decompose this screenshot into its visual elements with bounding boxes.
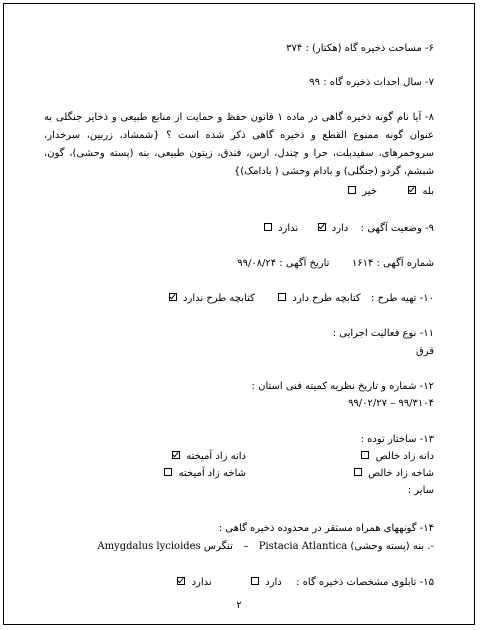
plan-none-label: کتابچه طرح ندارد (183, 293, 255, 304)
species-1-en: Pistacia Atlantica (258, 541, 348, 552)
stand-opt-2 (169, 450, 246, 464)
no-label: خیر (362, 186, 377, 197)
sign-none-label: ندارد (191, 577, 212, 588)
item-14-label: ۱۴- گونههای همراه مستقر در محدوده ذخیره گاهی : (218, 523, 434, 534)
species-1-fa: -. بنه (پسته وحشی) (350, 541, 434, 552)
plan-has-label: کتابچه طرح دارد (292, 293, 361, 304)
no-ad-label: ندارد (278, 223, 299, 234)
item-6-area: ۶- مساحت ذخیره گاه (هکتار) : ۳۷۴ (286, 43, 434, 54)
species-2-fa: تنگرس (203, 541, 233, 552)
sign-has-label: دارد (265, 577, 282, 588)
yes-checkbox[interactable] (408, 186, 416, 194)
no-checkbox[interactable] (348, 186, 356, 194)
item-15-sign (44, 576, 434, 590)
no-ad-checkbox[interactable] (264, 223, 272, 231)
item-9-label: ۹- وضعیت آگهی : (360, 223, 434, 234)
item-9-ad-status (44, 222, 434, 236)
stand-opt-2-label: دانه زاد آمیخته (186, 451, 246, 462)
item-8-question: ۸- آیا نام گونه ذخیره گاهی در ماده ۱ قانون حفظ و حمایت از منابع طبیعی و ذخایر جنگلی به عنوان گونه ممنوع القطع و ذخیره گاهی ذکر شده است ؟ {شمشاد، زربین، سرخدار، سروخمرهای، سفیدپلت، حرا و چندل، ارس، فندق، زیتون طبیعی، بنه (پسته وحشی)، گون، شبشم، گردو (جنگلی) و بادام وحشی ( بادامک)} (44, 112, 434, 177)
plan-has-checkbox[interactable] (278, 293, 286, 301)
plan-none-checkbox[interactable] (169, 293, 177, 301)
stand-opt-3 (351, 467, 434, 481)
ad-date: تاریخ آگهی : ۹۹/۰۸/۲۴ (237, 258, 330, 269)
item-11-label: ۱۱- نوع فعالیت اجرایی : (332, 328, 434, 339)
item-7-year: ۷- سال احداث ذخیره گاه : ۹۹ (309, 77, 434, 88)
sign-none-checkbox[interactable] (177, 577, 185, 585)
item-10-plan (44, 292, 434, 306)
item-12-label: ۱۲- شماره و تاریخ نظریه کمیته فنی استان : (251, 381, 434, 392)
stand-opt-1-label: دانه زاد خالص (375, 451, 434, 462)
page-number: ۲ (236, 600, 242, 611)
species-separator: – (243, 541, 249, 552)
has-ad-checkbox[interactable] (318, 223, 326, 231)
item-11-value: قرق (415, 346, 434, 357)
stand-opt-4-label: شاخه زاد آمیخته (178, 468, 246, 479)
item-15-label: ۱۵- تابلوی مشخصات ذخیره گاه : (296, 577, 434, 588)
yes-label: بله (422, 186, 434, 197)
item-8-answer (44, 185, 434, 199)
stand-opt-4-checkbox[interactable] (164, 468, 172, 476)
stand-opt-4 (161, 467, 246, 481)
stand-other: سایر : (407, 485, 434, 496)
item-12-value: ۹۹/۳۱۰۴ – ۹۹/۰۲/۲۷ (348, 398, 434, 409)
item-10-label: ۱۰- تهیه طرح : (371, 293, 434, 304)
stand-opt-1 (358, 450, 434, 464)
item-14-species (44, 540, 434, 554)
stand-opt-3-checkbox[interactable] (354, 468, 362, 476)
stand-opt-2-checkbox[interactable] (172, 451, 180, 459)
stand-opt-1-checkbox[interactable] (361, 451, 369, 459)
stand-opt-3-label: شاخه زاد خالص (368, 468, 434, 479)
has-ad-label: دارد (331, 223, 349, 234)
item-13-label: ۱۳- ساختار توده : (360, 434, 434, 445)
ad-number: شماره آگهی : ۱۶۱۴ (351, 258, 434, 269)
sign-has-checkbox[interactable] (251, 577, 259, 585)
ad-info (44, 257, 434, 271)
species-2-en: Amygdalus lycioides (97, 541, 201, 552)
document-page (3, 3, 475, 625)
